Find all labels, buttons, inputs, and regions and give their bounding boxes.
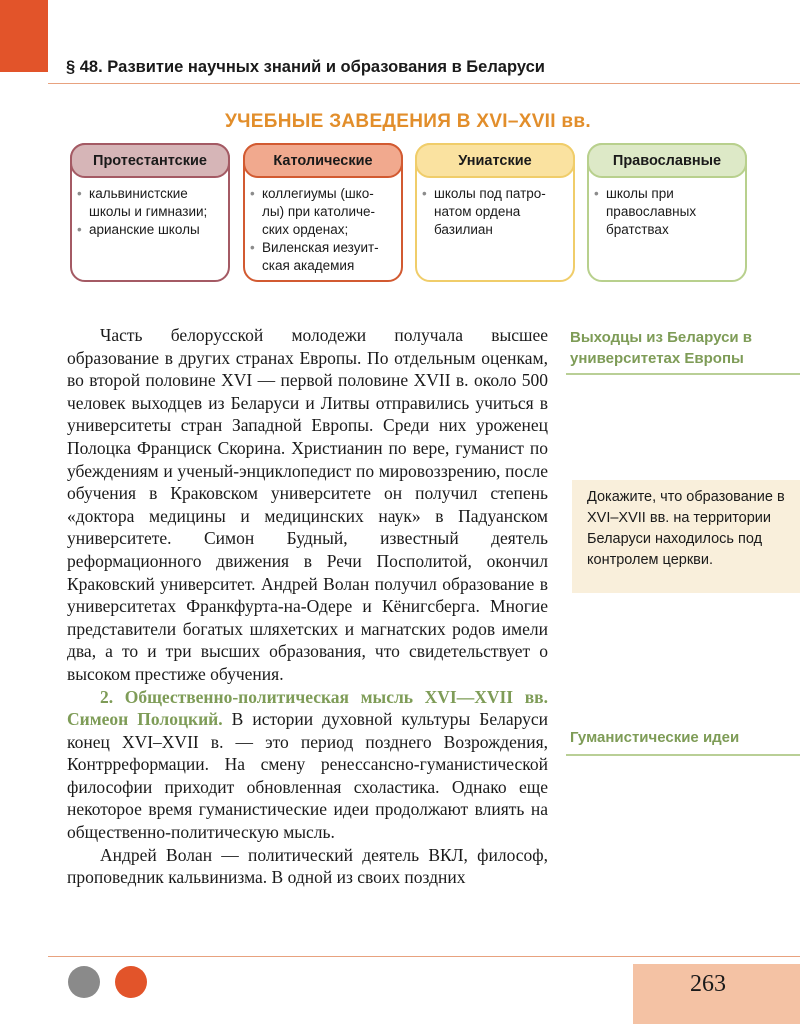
section-heading: 2. Общественно-политическая мысль XVI—XVII вв. Симеон Полоцкий. <box>67 686 548 730</box>
header-divider <box>48 83 800 84</box>
paragraph: Часть белорусской молодежи получала высшее образование в других странах Европы. По отдельным оценкам, во второй половине XVI — первой половине XVII в. около 500 человек выходцев из Беларуси и Литвы отправились учиться в университеты стран Западной Европы. Среди них уроженец Полоцка Франциск Скорина. Христианин по вере, гуманист по убеждениям и ученый-энциклопедист по мировоззрению, после обучения в Краковском университете он получил степень «доктора медицины и медицинских наук» в Падуанском университете. Симон Будный, известный деятель реформационного движения в Речи Посполитой, окончил Краковский университет. Андрей Волан получил образование в университетах Франкфурта-на-Одере и Кёнигсберга. Многие представители богатых шляхетских и магнатских родов имели два, а то и три высших образования, что свидетельствует о высоком престиже обучения. <box>67 325 548 684</box>
card-title: Протестантские <box>70 143 230 178</box>
list-item: • кальвинистские школы и гимназии; <box>89 185 222 221</box>
card-list <box>72 185 228 239</box>
sidebar-divider <box>566 373 800 375</box>
footer-divider <box>48 956 800 957</box>
gray-dot-icon <box>68 966 100 998</box>
card-title: Униатские <box>415 143 575 178</box>
list-item: • школы при православных братствах <box>606 185 739 239</box>
card-list <box>245 185 401 275</box>
card-protestant <box>70 143 230 282</box>
question-box: Докажите, что образование в XVI–XVII вв. на территории Беларуси находилось под контролем церкви. <box>572 480 800 593</box>
sidebar-heading: Гуманистические идеи <box>570 729 740 746</box>
card-catholic <box>243 143 403 282</box>
card-list <box>589 185 745 239</box>
paragraph <box>67 686 548 844</box>
main-text <box>67 324 548 889</box>
list-item: • Виленская иезуит-ская академия <box>262 239 395 275</box>
section-title: § 48. Развитие научных знаний и образования в Беларуси <box>66 58 545 76</box>
corner-block <box>0 0 48 72</box>
card-list <box>417 185 573 239</box>
card-orthodox <box>587 143 747 282</box>
card-uniate <box>415 143 575 282</box>
card-title: Католические <box>243 143 403 178</box>
paragraph-text: В истории духовной культуры Беларуси конец XVI–XVII в. — это период позднего Возрождения, Контрреформации. На смену ренессансно-гуманистической философии приходит обновленная схоластика. Однако еще некоторое время гуманистические идеи продолжают влиять на общественно-политическую мысль. <box>67 709 549 843</box>
sidebar-divider <box>566 754 800 756</box>
diagram-title: УЧЕБНЫЕ ЗАВЕДЕНИЯ В XVI–XVII вв. <box>225 111 591 132</box>
orange-dot-icon <box>115 966 147 998</box>
page-number-box <box>633 964 800 1024</box>
list-item: • школы под патро-натом ордена базилиан <box>434 185 567 239</box>
card-title: Православные <box>587 143 747 178</box>
list-item: • арианские школы <box>89 221 222 239</box>
paragraph: Андрей Волан — политический деятель ВКЛ, философ, проповедник кальвинизма. В одной из своих поздних <box>67 844 548 888</box>
list-item: • коллегиумы (шко-лы) при католиче-ских орденах; <box>262 185 395 239</box>
page-number: 263 <box>690 971 726 997</box>
sidebar-heading: Выходцы из Беларуси в университетах Европы <box>570 329 753 367</box>
